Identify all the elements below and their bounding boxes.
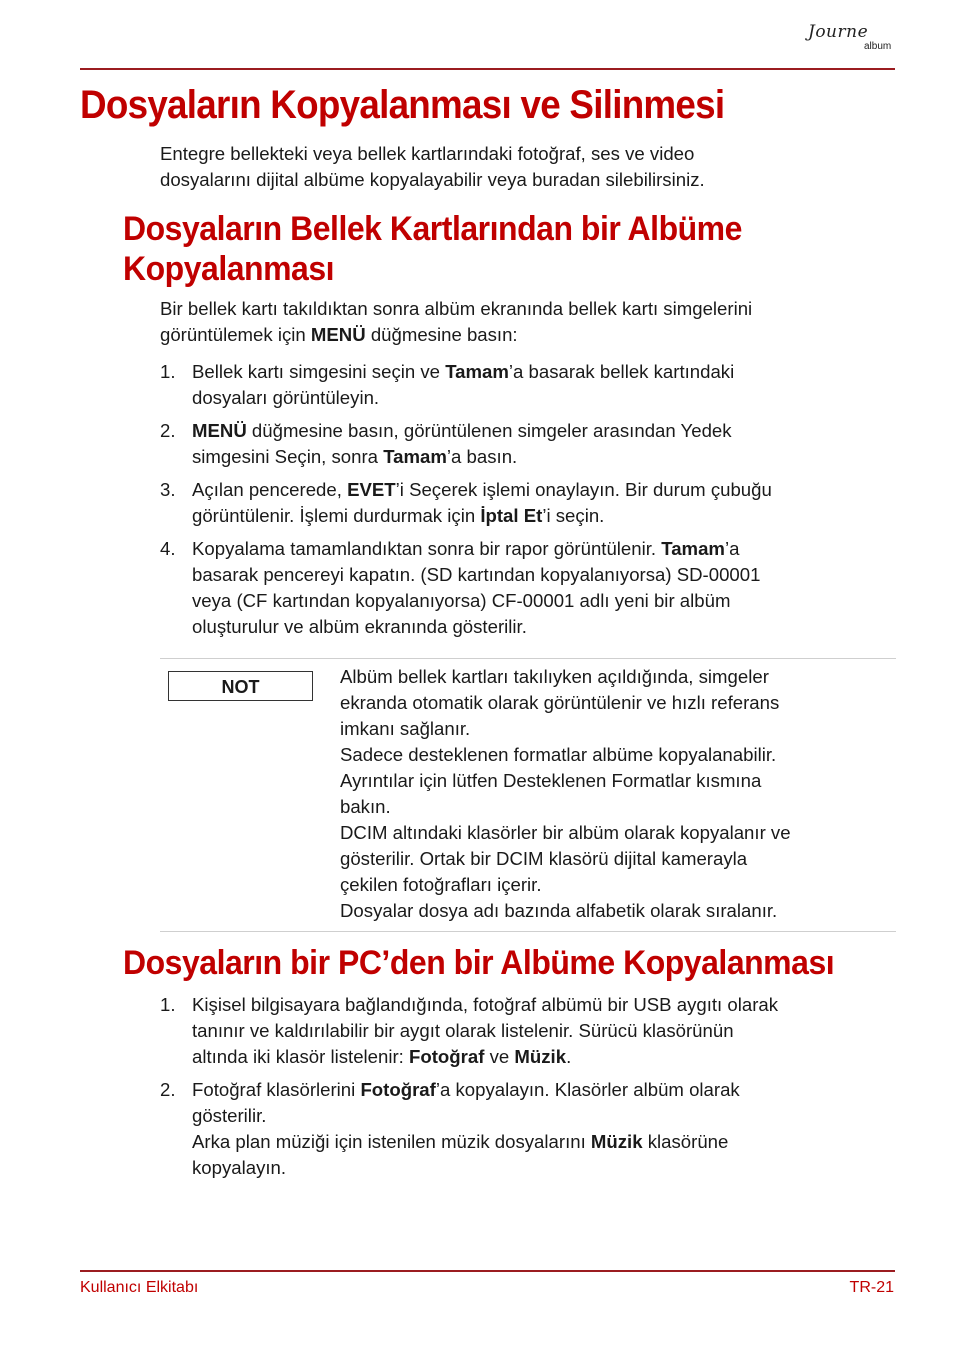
section2-heading: Dosyaların bir PC’den bir Albüme Kopyalanması [123,944,835,982]
footer-left: Kullanıcı Elkitabı [80,1279,199,1296]
logo-sub: album [864,41,892,52]
logo-script: Journe [808,22,869,42]
section1-steps [160,359,900,647]
list-item: 1. Bellek kartı simgesini seçin ve Tamam’a basarak bellek kartındaki dosyaları görüntüleyin. [160,361,735,408]
footer-rule [80,1270,895,1272]
section1-paragraph: Bir bellek kartı takıldıktan sonra albüm ekranında bellek kartı simgelerini görüntülemek için MENÜ düğmesine basın: [160,298,753,345]
list-item: 2. MENÜ düğmesine basın, görüntülenen simgeler arasından Yedek simgesini Seçin, sonra Tamam’a basın. [160,420,732,467]
journe-album-logo [804,22,899,62]
page-title: Dosyaların Kopyalanması ve Silinmesi [80,83,725,127]
list-item: 4. Kopyalama tamamlandıktan sonra bir rapor görüntülenir. Tamam’a basarak pencereyi kapatın. (SD kartından kopyalanıyorsa) SD-00001 veya (CF kartından kopyalanıyorsa) CF-00001 adlı yeni bir albüm oluşturulur ve albüm ekranında gösterilir. [160,538,761,637]
page-number: TR-21 [849,1279,894,1296]
section1-heading: Dosyaların Bellek Kartlarından bir Albüme Kopyalanması [123,210,742,288]
note-box [160,658,896,932]
list-item: 1. Kişisel bilgisayara bağlandığında, fotoğraf albümü bir USB aygıtı olarak tanınır ve kaldırılabilir bir aygıt olarak listelenir. Sürücü klasörünün altında iki klasör listelenir: Fotoğraf ve Müzik. [160,994,779,1067]
intro-paragraph: Entegre bellekteki veya bellek kartlarındaki fotoğraf, ses ve video dosyalarını dijital albüme kopyalayabilir veya buradan silebilirsiniz. [160,143,705,190]
note-badge: NOT [168,671,313,701]
list-item: 3. Açılan pencerede, EVET’i Seçerek işlemi onaylayın. Bir durum çubuğu görüntülenir. İşlemi durdurmak için İptal Et’i seçin. [160,479,772,526]
list-item: 2. Fotoğraf klasörlerini Fotoğraf’a kopyalayın. Klasörler albüm olarak gösterilir. Arka plan müziği için istenilen müzik dosyalarını Müzik klasörüne kopyalayın. [160,1079,740,1178]
header-rule [80,68,895,70]
section2-steps [160,992,900,1188]
note-text: Albüm bellek kartları takılıyken açıldığında, simgeler ekranda otomatik olarak görüntülenir ve hızlı referans imkanı sağlanır. Sadece desteklenen formatlar albüme kopyalanabilir. Ayrıntılar için lütfen Desteklenen Formatlar kısmına bakın. DCIM altındaki klasörler bir albüm olarak kopyalanır ve gösterilir. Ortak bir DCIM klasörü dijital kamerayla çekilen fotoğrafları içerir. Dosyalar dosya adı bazında alfabetik olarak sıralanır. [340,666,791,921]
